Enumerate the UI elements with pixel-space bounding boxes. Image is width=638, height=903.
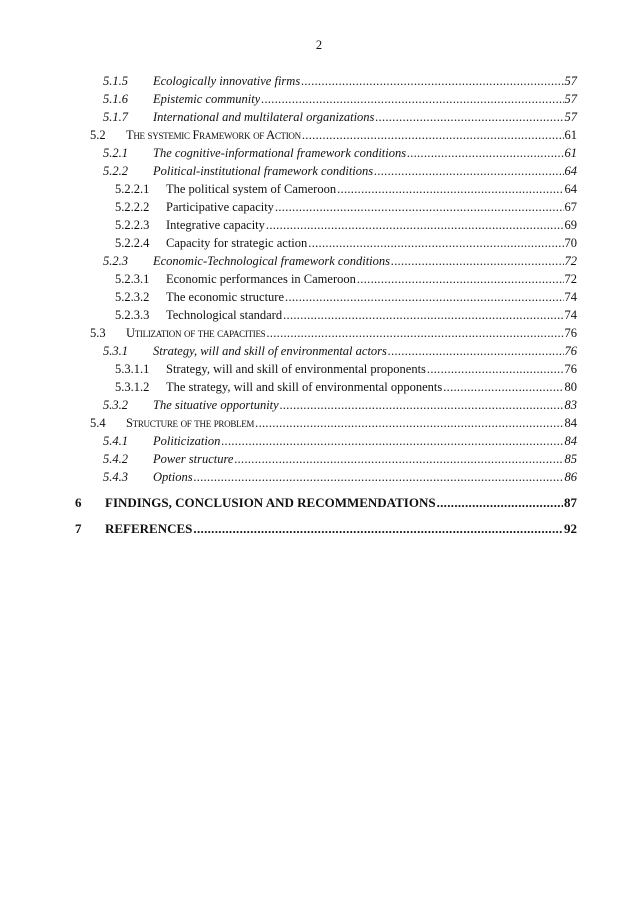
- toc-entry[interactable]: [90, 127, 577, 143]
- toc-entry-page: 57: [564, 74, 577, 88]
- toc-entry-page: 80: [564, 380, 577, 394]
- toc-entry[interactable]: [103, 109, 577, 125]
- dot-leader: [274, 199, 564, 215]
- toc-entry-page: 61: [564, 128, 577, 142]
- toc-entry-number: 5.2.2.1: [115, 182, 150, 196]
- dot-leader: [192, 521, 563, 537]
- toc-entry-title: Economic performances in Cameroon: [166, 272, 356, 286]
- dot-leader: [336, 181, 563, 197]
- dot-leader: [233, 451, 563, 467]
- dot-leader: [301, 127, 564, 143]
- toc-entry-number: 5.4: [90, 416, 106, 430]
- toc-entry-page: 83: [564, 398, 577, 412]
- toc-entry-number: 5.1.7: [103, 110, 128, 124]
- dot-leader: [254, 415, 563, 431]
- toc-entry-number: 5.2.3.1: [115, 272, 150, 286]
- toc-entry-title: Capacity for strategic action: [166, 236, 308, 250]
- dot-leader: [193, 469, 564, 485]
- toc-entry-page: 61: [564, 146, 577, 160]
- toc-entry[interactable]: [75, 495, 577, 511]
- toc-entry-title: International and multilateral organizations: [153, 110, 375, 124]
- toc-entry-page: 86: [564, 470, 577, 484]
- toc-entry-title: The situative opportunity: [153, 398, 279, 412]
- toc-entry-number: 5.3.2: [103, 398, 128, 412]
- dot-leader: [356, 271, 564, 287]
- dot-leader: [265, 217, 564, 233]
- toc-entry-title: Options: [153, 470, 193, 484]
- toc-entry-page: 74: [564, 290, 577, 304]
- dot-leader: [426, 361, 564, 377]
- dot-leader: [406, 145, 563, 161]
- toc-entry[interactable]: [103, 253, 577, 269]
- toc-entry-number: 5.3.1.2: [115, 380, 150, 394]
- toc-entry[interactable]: [115, 379, 577, 395]
- toc-entry-page: 85: [564, 452, 577, 466]
- toc-entry-number: 5.4.2: [103, 452, 128, 466]
- toc-entry[interactable]: [103, 433, 577, 449]
- dot-leader: [442, 379, 563, 395]
- toc-entry-page: 57: [564, 92, 577, 106]
- toc-entry[interactable]: [103, 145, 577, 161]
- dot-leader: [373, 163, 563, 179]
- toc-entry-title: Utilization of the capacities: [126, 326, 266, 340]
- toc-entry-number: 5.2.1: [103, 146, 128, 160]
- toc-entry-title: Structure of the problem: [126, 416, 255, 430]
- toc-entry-title: Technological standard: [166, 308, 283, 322]
- toc-entry[interactable]: [103, 397, 577, 413]
- dot-leader: [436, 495, 563, 511]
- toc-entry[interactable]: [103, 163, 577, 179]
- toc-entry[interactable]: [75, 521, 577, 537]
- toc-entry[interactable]: [115, 361, 577, 377]
- toc-entry-title: Ecologically innovative firms: [153, 74, 301, 88]
- toc-entry[interactable]: [115, 199, 577, 215]
- toc-entry-page: 76: [564, 344, 577, 358]
- toc-entry-page: 87: [564, 495, 577, 510]
- toc-entry-number: 5.4.1: [103, 434, 128, 448]
- toc-entry[interactable]: [115, 217, 577, 233]
- toc-entry[interactable]: [115, 289, 577, 305]
- toc-entry-page: 57: [564, 110, 577, 124]
- toc-entry-number: 5.2.2.2: [115, 200, 150, 214]
- toc-entry[interactable]: [115, 181, 577, 197]
- toc-entry-number: 5.2.2.3: [115, 218, 150, 232]
- dot-leader: [307, 235, 563, 251]
- toc-entry-title: Integrative capacity: [166, 218, 265, 232]
- toc-entry-page: 72: [564, 254, 577, 268]
- toc-entry-number: 5.2.2: [103, 164, 128, 178]
- toc-entry[interactable]: [103, 469, 577, 485]
- toc-entry-page: 64: [564, 182, 577, 196]
- toc-entry-title: Politicization: [153, 434, 221, 448]
- dot-leader: [284, 289, 563, 305]
- toc-entry-title: The cognitive-informational framework conditions: [153, 146, 407, 160]
- toc-entry-title: The economic structure: [166, 290, 285, 304]
- toc-entry[interactable]: [115, 235, 577, 251]
- toc-entry-page: 70: [564, 236, 577, 250]
- dot-leader: [282, 307, 563, 323]
- toc-entry-number: 5.2.2.4: [115, 236, 150, 250]
- toc-entry-number: 5.2.3: [103, 254, 128, 268]
- dot-leader: [279, 397, 564, 413]
- dot-leader: [387, 343, 564, 359]
- toc-entry-number: 5.3.1: [103, 344, 128, 358]
- toc-entry-title: Economic-Technological framework conditions: [153, 254, 391, 268]
- toc-entry-number: 5.3.1.1: [115, 362, 150, 376]
- toc-entry-page: 72: [564, 272, 577, 286]
- toc-entry-page: 84: [564, 434, 577, 448]
- toc-entry-page: 64: [564, 164, 577, 178]
- toc-entry[interactable]: [103, 451, 577, 467]
- toc-entry-page: 84: [564, 416, 577, 430]
- dot-leader: [220, 433, 563, 449]
- toc-entry-title: The systemic Framework of Action: [126, 128, 301, 142]
- toc-entry-number: 5.2.3.2: [115, 290, 150, 304]
- toc-entry[interactable]: [90, 325, 577, 341]
- toc-entry-page: 69: [564, 218, 577, 232]
- toc-entry-title: Epistemic community: [153, 92, 261, 106]
- toc-entry-title: Power structure: [153, 452, 234, 466]
- toc-entry-number: 5.2: [90, 128, 106, 142]
- toc-entry[interactable]: [90, 415, 577, 431]
- toc-entry[interactable]: [103, 343, 577, 359]
- toc-entry-title: The political system of Cameroon: [166, 182, 337, 196]
- dot-leader: [265, 325, 563, 341]
- toc-entry-number: 5.2.3.3: [115, 308, 150, 322]
- toc-entry-page: 92: [564, 521, 577, 536]
- toc-entry-number: 7: [75, 521, 82, 536]
- dot-leader: [260, 91, 563, 107]
- page-number: 2: [315, 38, 323, 52]
- dot-leader: [374, 109, 563, 125]
- toc-entry-title: Participative capacity: [166, 200, 274, 214]
- toc-entry-title: REFERENCES: [105, 521, 193, 536]
- toc-entry[interactable]: [103, 73, 577, 89]
- toc-entry-number: 5.4.3: [103, 470, 128, 484]
- toc-entry-title: Strategy, will and skill of environmental proponents: [166, 362, 426, 376]
- toc-entry-title: Political-institutional framework conditions: [153, 164, 374, 178]
- toc-entry[interactable]: [103, 91, 577, 107]
- toc-entry-number: 5.1.5: [103, 74, 128, 88]
- toc-entry-title: The strategy, will and skill of environmental opponents: [166, 380, 443, 394]
- toc-entry-number: 5.3: [90, 326, 106, 340]
- toc-entry-page: 76: [564, 326, 577, 340]
- toc-entry-page: 67: [564, 200, 577, 214]
- toc-entry-title: FINDINGS, CONCLUSION AND RECOMMENDATIONS: [105, 495, 436, 510]
- toc-entry-page: 74: [564, 308, 577, 322]
- toc-entry[interactable]: [115, 271, 577, 287]
- toc-entry-number: 5.1.6: [103, 92, 128, 106]
- toc-entry-number: 6: [75, 495, 82, 510]
- toc-entry-page: 76: [564, 362, 577, 376]
- toc-entry-title: Strategy, will and skill of environmental actors: [153, 344, 387, 358]
- dot-leader: [300, 73, 563, 89]
- toc-entry[interactable]: [115, 307, 577, 323]
- dot-leader: [390, 253, 563, 269]
